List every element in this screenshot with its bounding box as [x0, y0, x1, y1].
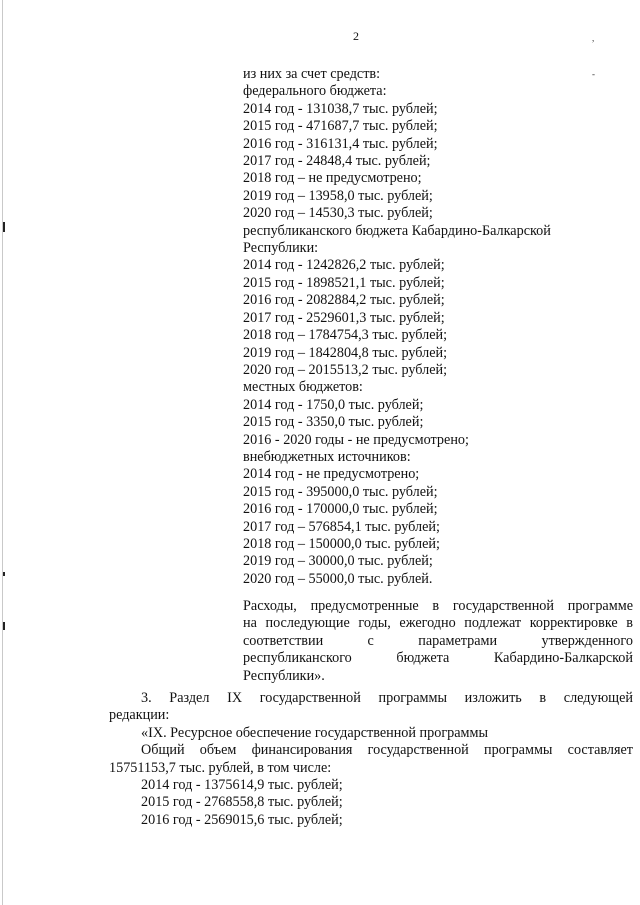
- funding-line: местных бюджетов:: [243, 379, 363, 396]
- funding-line: 2020 год – 55000,0 тыс. рублей.: [243, 570, 433, 587]
- page-number: 2: [353, 29, 359, 43]
- funding-line: 2018 год – 1784754,3 тыс. рублей;: [243, 327, 448, 344]
- funding-line: из них за счет средств:: [243, 66, 381, 82]
- funding-line: 2019 год – 13958,0 тыс. рублей;: [243, 187, 433, 204]
- word: утвержденного: [541, 632, 633, 649]
- funding-line: 2019 год – 30000,0 тыс. рублей;: [243, 553, 433, 570]
- funding-line: 2015 год - 1898521,1 тыс. рублей;: [243, 274, 445, 291]
- paragraph-line: Республики».: [243, 667, 325, 684]
- funding-line: 2014 год - 131038,7 тыс. рублей;: [243, 100, 438, 117]
- funding-line: 2018 год – 150000,0 тыс. рублей;: [243, 535, 440, 552]
- margin-mark: [3, 622, 5, 630]
- funding-line: 2019 год – 1842804,8 тыс. рублей;: [243, 344, 448, 361]
- funding-line: федерального бюджета:: [243, 83, 387, 100]
- adjustment-paragraph: [243, 598, 633, 685]
- section-title: «IX. Ресурсное обеспечение государственной программы: [141, 724, 489, 741]
- funding-line: 2017 год – 576854,1 тыс. рублей;: [243, 518, 440, 535]
- paragraph-line: на последующие годы, ежегодно подлежат корректировке в: [243, 615, 633, 632]
- funding-line: 2014 год - 1750,0 тыс. рублей;: [243, 396, 424, 413]
- funding-line: 2015 год - 395000,0 тыс. рублей;: [243, 483, 438, 500]
- funding-line: 2016 - 2020 годы - не предусмотрено;: [243, 431, 469, 448]
- paragraph-line: [243, 633, 633, 650]
- year-line: 2016 год - 2569015,6 тыс. рублей;: [141, 811, 343, 828]
- scan-edge: [2, 0, 3, 905]
- word: бюджета: [396, 650, 450, 667]
- funding-line: 2017 год - 24848,4 тыс. рублей;: [243, 153, 431, 170]
- item-3-line: 3. Раздел IX государственной программы изложить в следующей: [141, 690, 633, 706]
- funding-line: 2015 год - 471687,7 тыс. рублей;: [243, 118, 438, 135]
- funding-line: 2014 год - не предусмотрено;: [243, 466, 420, 483]
- word: соответствии: [243, 632, 324, 649]
- funding-line: 2015 год - 3350,0 тыс. рублей;: [243, 414, 424, 431]
- year-line: 2014 год - 1375614,9 тыс. рублей;: [141, 777, 343, 794]
- funding-line: 2014 год - 1242826,2 тыс. рублей;: [243, 257, 445, 274]
- margin-mark: [3, 572, 5, 576]
- funding-line: Республики:: [243, 240, 319, 257]
- main-text: [109, 690, 633, 829]
- scan-speck: ,: [592, 33, 595, 43]
- word: параметрами: [418, 632, 498, 649]
- item-3-line: редакции:: [109, 707, 170, 724]
- funding-line: 2020 год – 2015513,2 тыс. рублей;: [243, 361, 448, 378]
- funding-line: 2016 год - 316131,4 тыс. рублей;: [243, 135, 438, 152]
- year-line: 2015 год - 2768558,8 тыс. рублей;: [141, 794, 343, 811]
- funding-line: 2016 год - 2082884,2 тыс. рублей;: [243, 292, 445, 309]
- funding-line: 2020 год – 14530,3 тыс. рублей;: [243, 205, 433, 222]
- word: с: [367, 632, 374, 649]
- total-line: Общий объем финансирования государственной программы составляет: [141, 742, 633, 759]
- paragraph-line: [243, 650, 633, 667]
- funding-line: 2017 год - 2529601,3 тыс. рублей;: [243, 309, 445, 326]
- total-line: 15751153,7 тыс. рублей, в том числе:: [109, 759, 332, 776]
- funding-line: 2016 год - 170000,0 тыс. рублей;: [243, 501, 438, 518]
- scan-speck: -: [592, 69, 595, 79]
- word: Кабардино-Балкарской: [493, 650, 633, 667]
- word: республиканского: [243, 650, 352, 667]
- funding-line: 2018 год – не предусмотрено;: [243, 170, 422, 187]
- funding-line: республиканского бюджета Кабардино-Балкарской: [243, 222, 551, 239]
- funding-sources-list: [243, 66, 633, 588]
- paragraph-line: Расходы, предусмотренные в государственной программе: [243, 598, 633, 614]
- margin-mark: [3, 222, 5, 232]
- funding-line: внебюджетных источников:: [243, 448, 411, 465]
